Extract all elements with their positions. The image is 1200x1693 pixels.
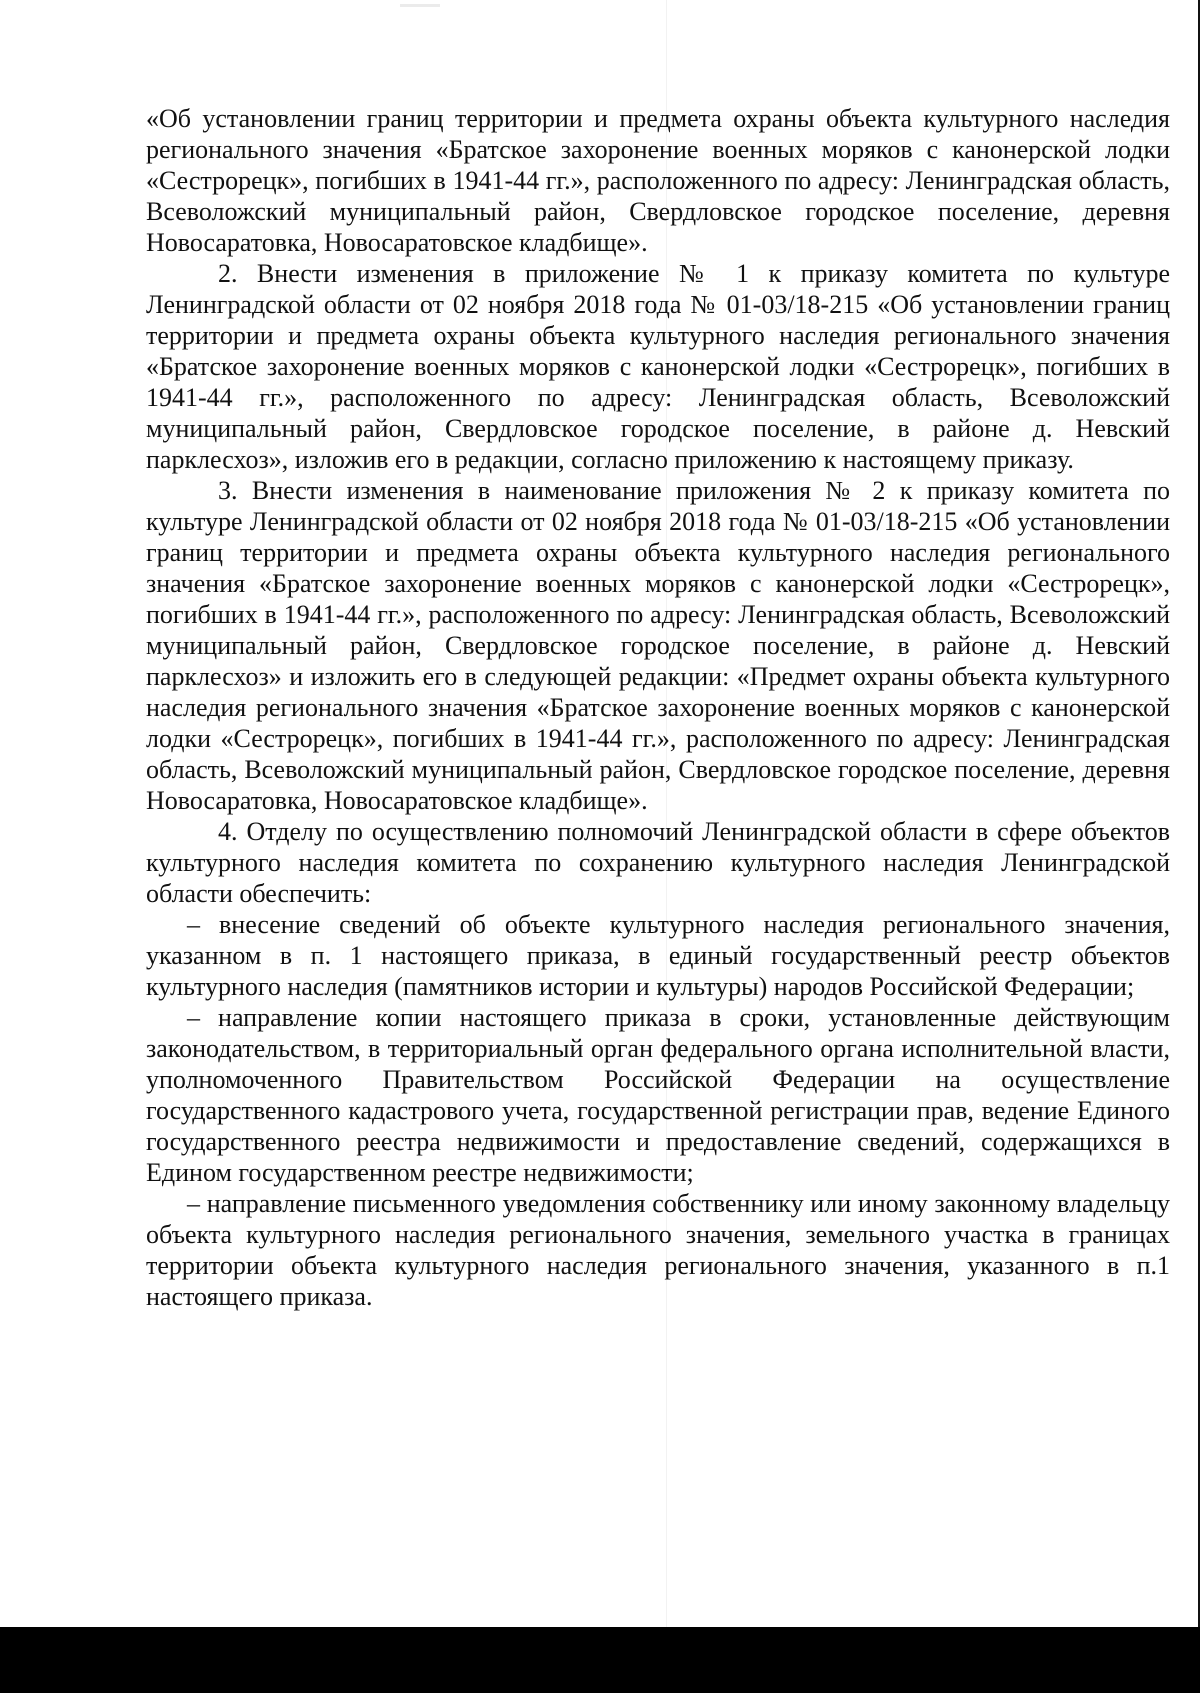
list-item-copy-dispatch: – направление копии настоящего приказа в сроки, установленные действующим законодательством, в территориальный орган федерального органа исполнительной власти, уполномоченного Правительством Российской Федерации на осуществление государственного кадастрового учета, государственной регистрации прав, ведение Единого государственного реестра недвижимости и предоставление сведений, содержащихся в Едином государственном реестре недвижимости;: [146, 1003, 1170, 1187]
paragraph-item-4: 4. Отделу по осуществлению полномочий Ленинградской области в сфере объектов культурного наследия комитета по сохранению культурного наследия Ленинградской области обеспечить:: [146, 817, 1170, 908]
document-body: [146, 103, 1170, 1312]
scan-artifact: [400, 4, 440, 7]
list-item-registry-entry: – внесение сведений об объекте культурного наследия регионального значения, указанном в п. 1 настоящего приказа, в единый государственный реестр объектов культурного наследия (памятников истории и культуры) народов Российской Федерации;: [146, 910, 1170, 1001]
paragraph-continuation: «Об установлении границ территории и предмета охраны объекта культурного наследия регионального значения «Братское захоронение военных моряков с канонерской лодки «Сестрорецк», погибших в 1941-44 гг.», расположенного по адресу: Ленинградская область, Всеволожский муниципальный район, Свердловское городское поселение, деревня Новосаратовка, Новосаратовское кладбище».: [146, 104, 1170, 257]
paragraph-item-2: 2. Внести изменения в приложение № 1 к приказу комитета по культуре Ленинградской области от 02 ноября 2018 года № 01-03/18-215 «Об установлении границ территории и предмета охраны объекта культурного наследия регионального значения «Братское захоронение военных моряков с канонерской лодки «Сестрорецк», погибших в 1941-44 гг.», расположенного по адресу: Ленинградская область, Всеволожский муниципальный район, Свердловское городское поселение, в районе д. Невский парклесхоз», изложив его в редакции, согласно приложению к настоящему приказу.: [146, 259, 1170, 474]
paragraph-item-3: 3. Внести изменения в наименование приложения № 2 к приказу комитета по культуре Ленинградской области от 02 ноября 2018 года № 01-03/18-215 «Об установлении границ территории и предмета охраны объекта культурного наследия регионального значения «Братское захоронение военных моряков с канонерской лодки «Сестрорецк», погибших в 1941-44 гг.», расположенного по адресу: Ленинградская область, Всеволожский муниципальный район, Свердловское городское поселение, в районе д. Невский парклесхоз» и изложить его в следующей редакции: «Предмет охраны объекта культурного наследия регионального значения «Братское захоронение военных моряков с канонерской лодки «Сестрорецк», погибших в 1941-44 гг.», расположенного по адресу: Ленинградская область, Всеволожский муниципальный район, Свердловское городское поселение, деревня Новосаратовка, Новосаратовское кладбище».: [146, 476, 1170, 815]
scan-bottom-border: [0, 1627, 1200, 1693]
list-item-owner-notice: – направление письменного уведомления собственнику или иному законному владельцу объекта культурного наследия регионального значения, земельного участка в границах территории объекта культурного наследия регионального значения, указанного в п.1 настоящего приказа.: [146, 1189, 1170, 1311]
